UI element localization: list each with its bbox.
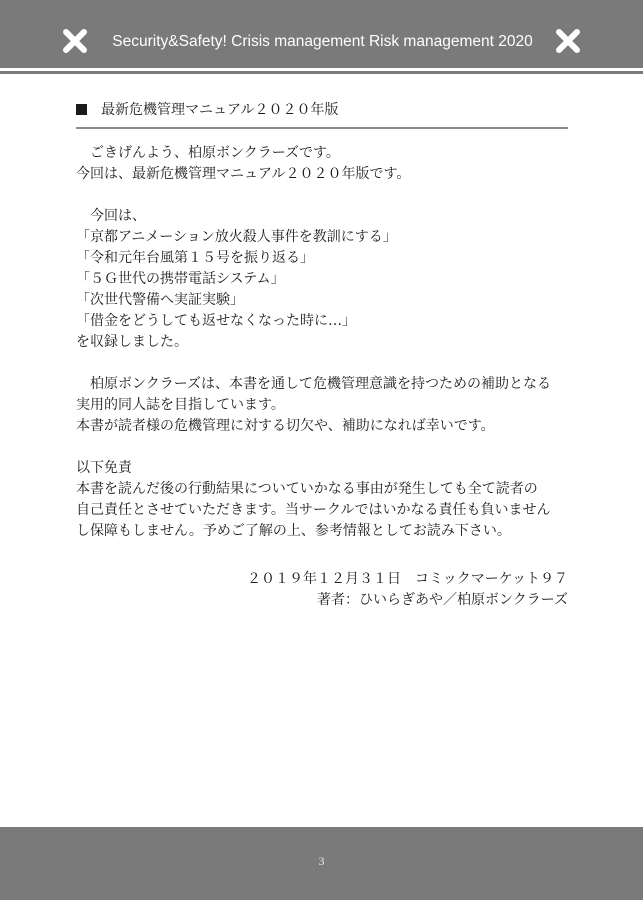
section-heading bbox=[76, 99, 338, 119]
contents-item: 「５Ｇ世代の携帯電話システム」 bbox=[76, 271, 285, 287]
header-title: Security&Safety! Crisis management Risk management 2020 bbox=[112, 33, 533, 50]
author-credit: 著者：ひいらぎあや／柏原ボンクラーズ bbox=[316, 592, 568, 608]
contents-outro: を収録しました。 bbox=[76, 334, 188, 350]
contents-item: 「京都アニメーション放火殺人事件を教訓にする」 bbox=[76, 229, 397, 245]
contents-item: 「令和元年台風第１５号を振り返る」 bbox=[76, 250, 314, 266]
section-title: 最新危機管理マニュアル２０２０年版 bbox=[101, 102, 339, 118]
disclaimer-line: 本書を読んだ後の行動結果についていかなる事由が発生しても全て読者の bbox=[76, 481, 538, 497]
greeting-line: ごきげんよう、柏原ボンクラーズです。 bbox=[90, 145, 340, 161]
contents-item: 「次世代警備へ実証実験」 bbox=[76, 292, 244, 308]
paragraph-spacer bbox=[76, 437, 576, 458]
x-cross-icon bbox=[555, 28, 581, 54]
footer-band bbox=[0, 827, 643, 900]
date-event: ２０１９年１２月３１日 コミックマーケット９７ bbox=[246, 571, 568, 587]
page-number: 3 bbox=[318, 854, 325, 868]
disclaimer-line: し保障もしません。予めご了解の上、参考情報としてお読み下さい。 bbox=[76, 523, 511, 539]
signature-block bbox=[247, 569, 568, 611]
paragraph-spacer bbox=[76, 353, 576, 374]
disclaimer-line: 自己責任とさせていただきます。当サークルではいかなる責任も負いません bbox=[76, 502, 551, 518]
purpose-line: 柏原ボンクラーズは、本書を通して危機管理意識を持つための補助となる bbox=[90, 376, 552, 392]
disclaimer-heading: 以下免責 bbox=[76, 460, 132, 476]
header-band bbox=[0, 0, 643, 68]
x-cross-icon bbox=[62, 28, 88, 54]
greeting-line: 今回は、最新危機管理マニュアル２０２０年版です。 bbox=[76, 166, 411, 182]
section-divider bbox=[76, 127, 568, 129]
header-divider bbox=[0, 71, 643, 74]
contents-intro: 今回は、 bbox=[90, 208, 146, 224]
purpose-line: 本書が読者様の危機管理に対する切欠や、補助になれば幸いです。 bbox=[76, 418, 495, 434]
contents-item: 「借金をどうしても返せなくなった時に…」 bbox=[76, 313, 356, 329]
paragraph-spacer bbox=[76, 185, 576, 206]
black-square-bullet bbox=[76, 104, 87, 115]
purpose-line: 実用的同人誌を目指しています。 bbox=[76, 397, 285, 413]
body-text bbox=[76, 143, 576, 542]
